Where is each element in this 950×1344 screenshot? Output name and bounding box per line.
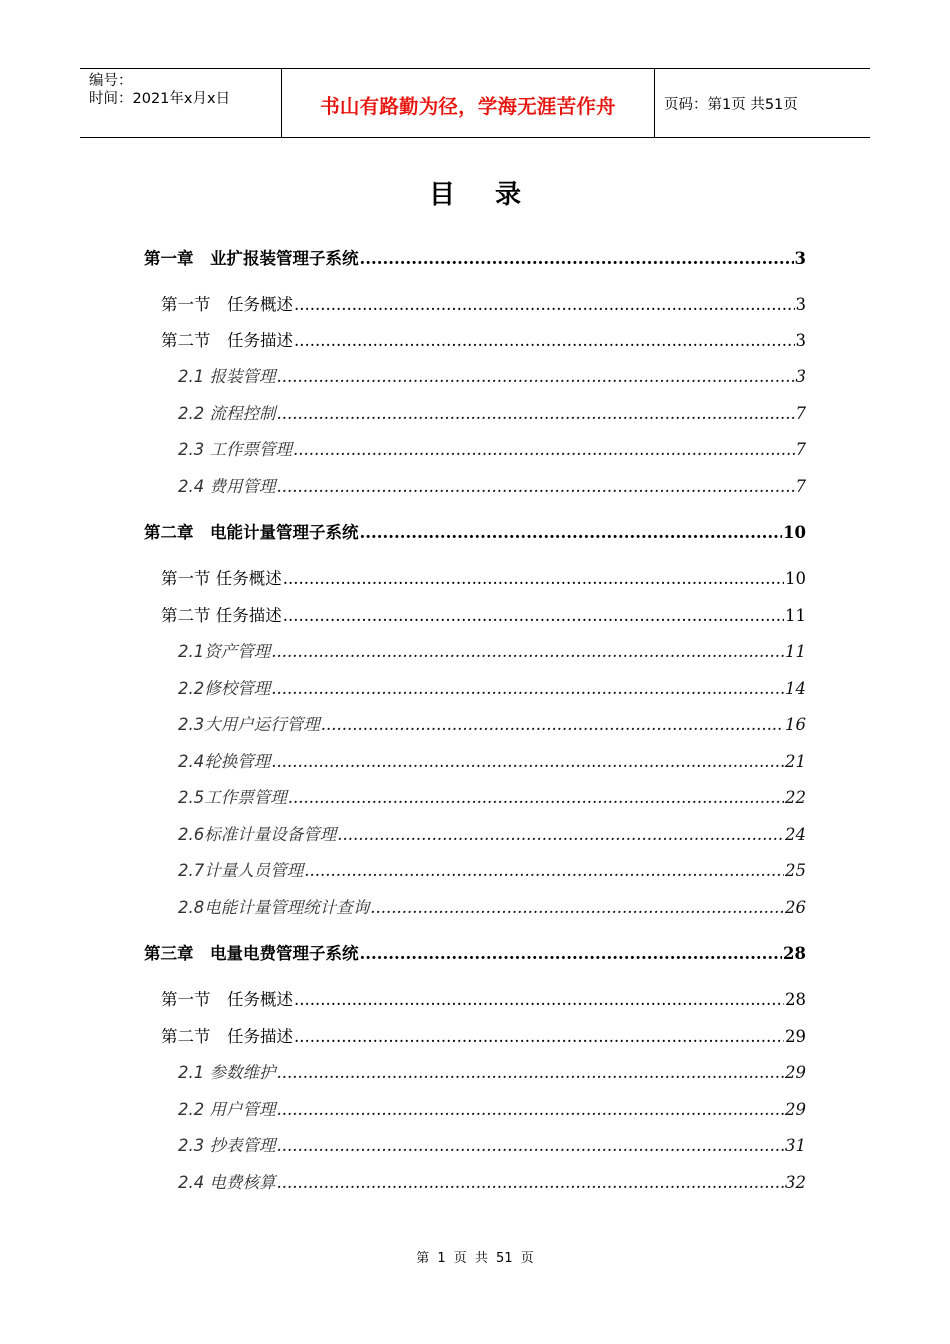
toc-entry-section[interactable] [161, 565, 806, 589]
toc-entry-section[interactable] [161, 602, 806, 626]
toc-leader-dots [283, 606, 784, 625]
toc-entry-subsection[interactable] [178, 857, 806, 881]
toc-leader-dots [294, 331, 795, 350]
toc-entry-page: 29 [785, 1027, 806, 1046]
toc-entry-subsection[interactable] [178, 748, 806, 772]
toc-entry-page: 24 [785, 825, 806, 844]
toc-entry-page: 28 [785, 990, 806, 1009]
toc-entry-subsection[interactable] [178, 638, 806, 662]
toc-entry-label: 2.3 工作票管理 [178, 440, 292, 459]
page-footer: 第 1 页 共 51 页 [416, 1251, 534, 1266]
toc-entry-subsection[interactable] [178, 363, 806, 387]
header-motto-cell [282, 69, 655, 137]
toc-entry-label: 第一章 业扩报装管理子系统 [144, 249, 359, 268]
serial-number-label: 编号： [89, 73, 133, 89]
toc-entry-label: 第二章 电能计量管理子系统 [144, 523, 359, 542]
toc-entry-page: 14 [785, 679, 806, 698]
toc-entry-subsection[interactable] [178, 1096, 806, 1120]
toc-entry-label: 2.2 用户管理 [178, 1100, 276, 1119]
toc-entry-label: 2.1资产管理 [178, 642, 271, 661]
toc-entry-chapter[interactable] [144, 245, 806, 269]
toc-entry-page: 32 [785, 1173, 806, 1192]
toc-entry-label: 第二节 任务描述 [161, 1027, 293, 1046]
toc-entry-subsection[interactable] [178, 675, 806, 699]
toc-entry-section[interactable] [161, 327, 806, 351]
toc-entry-label: 2.4 电费核算 [178, 1173, 276, 1192]
toc-leader-dots [294, 1027, 784, 1046]
toc-entry-subsection[interactable] [178, 1059, 806, 1083]
toc-leader-dots [283, 569, 784, 588]
toc-entry-label: 第二节 任务描述 [161, 331, 293, 350]
toc-entry-page: 11 [785, 606, 806, 625]
page-title: 目录 [428, 180, 561, 210]
toc-entry-page: 7 [795, 477, 806, 496]
toc-entry-label: 2.6标准计量设备管理 [178, 825, 337, 844]
toc-entry-page: 21 [785, 752, 806, 771]
toc-leader-dots [271, 752, 784, 771]
toc-entry-label: 第二节 任务描述 [161, 606, 282, 625]
toc-entry-label: 2.4轮换管理 [178, 752, 271, 771]
toc-leader-dots [294, 295, 795, 314]
toc-leader-dots [277, 367, 795, 386]
toc-entry-subsection[interactable] [178, 894, 806, 918]
toc-leader-dots [277, 404, 795, 423]
toc-leader-dots [293, 440, 795, 459]
toc-leader-dots [337, 825, 784, 844]
toc-leader-dots [288, 788, 784, 807]
toc-entry-page: 3 [794, 249, 806, 268]
toc-entry-subsection[interactable] [178, 473, 806, 497]
toc-entry-page: 29 [785, 1100, 806, 1119]
toc-leader-dots [321, 715, 784, 734]
toc-entry-page: 3 [795, 367, 806, 386]
toc-leader-dots [370, 898, 784, 917]
toc-entry-page: 25 [785, 861, 806, 880]
toc-entry-label: 第一节 任务概述 [161, 295, 293, 314]
toc-entry-page: 3 [795, 295, 806, 314]
toc-entry-chapter[interactable] [144, 519, 806, 543]
toc-leader-dots [277, 1063, 785, 1082]
toc-entry-page: 7 [795, 404, 806, 423]
toc-leader-dots [360, 249, 794, 268]
toc-entry-subsection[interactable] [178, 400, 806, 424]
toc-leader-dots [277, 1100, 785, 1119]
toc-entry-page: 7 [795, 440, 806, 459]
toc-entry-label: 2.8电能计量管理统计查询 [178, 898, 370, 917]
toc-entry-label: 第三章 电量电费管理子系统 [144, 944, 359, 963]
header-page-cell [655, 69, 870, 137]
date-label: 时间：2021年x月x日 [89, 91, 231, 107]
toc-entry-page: 29 [785, 1063, 806, 1082]
toc-entry-page: 10 [785, 569, 806, 588]
toc-entry-page: 11 [785, 642, 806, 661]
toc-entry-section[interactable] [161, 291, 806, 315]
toc-entry-label: 2.1 参数维护 [178, 1063, 276, 1082]
toc-entry-subsection[interactable] [178, 436, 806, 460]
toc-entry-page: 26 [785, 898, 806, 917]
toc-entry-label: 第一节 任务概述 [161, 990, 293, 1009]
toc-entry-label: 第一节 任务概述 [161, 569, 282, 588]
toc-entry-label: 2.4 费用管理 [178, 477, 276, 496]
toc-entry-section[interactable] [161, 1023, 806, 1047]
toc-entry-subsection[interactable] [178, 1169, 806, 1193]
toc-leader-dots [294, 990, 784, 1009]
toc-entry-subsection[interactable] [178, 784, 806, 808]
toc-entry-page: 3 [795, 331, 806, 350]
page-info: 页码：第1页 共51页 [664, 97, 798, 113]
toc-leader-dots [277, 1173, 785, 1192]
toc-entry-subsection[interactable] [178, 711, 806, 735]
toc-entry-page: 16 [785, 715, 806, 734]
motto-text: 书山有路勤为径，学海无涯苦作舟 [320, 95, 616, 118]
toc-entry-chapter[interactable] [144, 940, 806, 964]
toc-entry-label: 2.7计量人员管理 [178, 861, 304, 880]
toc-entry-label: 2.3大用户运行管理 [178, 715, 320, 734]
header-meta-cell [80, 69, 282, 137]
toc-entry-page: 22 [785, 788, 806, 807]
toc-leader-dots [277, 1136, 785, 1155]
toc-leader-dots [271, 642, 784, 661]
toc-entry-label: 2.2 流程控制 [178, 404, 276, 423]
toc-entry-label: 2.2修校管理 [178, 679, 271, 698]
toc-leader-dots [271, 679, 784, 698]
toc-leader-dots [360, 944, 783, 963]
toc-entry-label: 2.1 报装管理 [178, 367, 276, 386]
toc-entry-label: 2.5工作票管理 [178, 788, 287, 807]
toc-leader-dots [360, 523, 783, 542]
toc-entry-page: 28 [783, 944, 806, 963]
toc-leader-dots [277, 477, 795, 496]
toc-entry-section[interactable] [161, 986, 806, 1010]
toc-entry-subsection[interactable] [178, 1132, 806, 1156]
toc-leader-dots [304, 861, 784, 880]
toc-entry-page: 31 [785, 1136, 806, 1155]
toc-entry-page: 10 [783, 523, 806, 542]
toc-entry-label: 2.3 抄表管理 [178, 1136, 276, 1155]
toc-entry-subsection[interactable] [178, 821, 806, 845]
document-header-table [80, 68, 870, 138]
